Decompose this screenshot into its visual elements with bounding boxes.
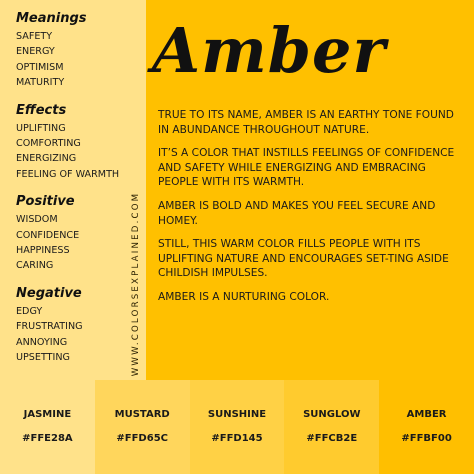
section-item: UPLIFTING [16,122,66,134]
section-item: FEELING OF WARMTH [16,168,120,180]
swatch-hex: #FFE28A [22,433,73,444]
swatch-name: AMBER [406,409,447,420]
section-item: SAFETY [16,31,53,42]
description-paragraph: TRUE TO ITS NAME, AMBER IS AN EARTHY TONE FOUND IN ABUNDANCE THROUGHOUT NATURE. [158,109,454,136]
swatch-name: JASMINE [23,409,72,420]
section-item: CONFIDENCE [16,229,80,241]
swatch-hex: #FFBF00 [401,433,452,444]
page-title: Amber [152,14,387,87]
description-paragraph: IT’S A COLOR THAT INSTILLS FEELINGS OF CONFIDENCE AND SAFETY WHILE ENERGIZING AND EMBRACING PEOPLE WITH ITS WARMTH. [158,147,455,189]
section-item: UPSETTING [16,352,70,364]
section-title: Meanings [16,11,87,26]
section-title: Effects [16,102,67,118]
swatch-jasmine [0,380,95,474]
description-paragraph: STILL, THIS WARM COLOR FILLS PEOPLE WITH ITS UPLIFTING NATURE AND ENCOURAGES SET-TING ASIDE CHILDISH IMPULSES. [158,238,449,280]
section-title: Positive [16,194,75,210]
sidebar [16,10,134,377]
section-item: OPTIMISM [16,61,64,73]
section-item: FRUSTRATING [16,321,83,333]
swatch-sunshine [190,380,285,474]
swatch-row [0,380,474,474]
section-item: ENERGY [16,46,55,58]
swatch-name: MUSTARD [114,409,170,420]
section-item: COMFORTING [16,138,81,150]
section-item: MATURITY [16,77,65,89]
swatch-sunglow [284,380,379,474]
description-paragraph: AMBER IS BOLD AND MAKES YOU FEEL SECURE AND HOMEY. [158,199,436,227]
section-positive [16,193,134,274]
swatch-mustard [95,380,190,474]
section-negative [16,285,134,366]
section-item: ENERGIZING [16,153,77,165]
section-item: CARING [16,260,54,272]
section-item: WISDOM [16,214,58,226]
swatch-name: SUNSHINE [207,409,267,420]
swatch-amber [379,380,474,474]
swatch-hex: #FFCB2E [306,433,358,444]
section-effects [16,102,134,183]
website-url: WWW.COLORSEXPLAINED.COM [131,191,141,377]
section-title: Negative [16,285,82,301]
swatch-hex: #FFD145 [211,433,263,444]
swatch-name: SUNGLOW [303,409,361,420]
swatch-hex: #FFD65C [116,433,168,444]
section-item: EDGY [16,305,43,317]
description [158,108,466,314]
section-meanings [16,10,134,91]
section-item: HAPPINESS [16,245,70,257]
description-paragraph: AMBER IS A NURTURING COLOR. [158,290,330,303]
section-item: ANNOYING [16,336,68,348]
